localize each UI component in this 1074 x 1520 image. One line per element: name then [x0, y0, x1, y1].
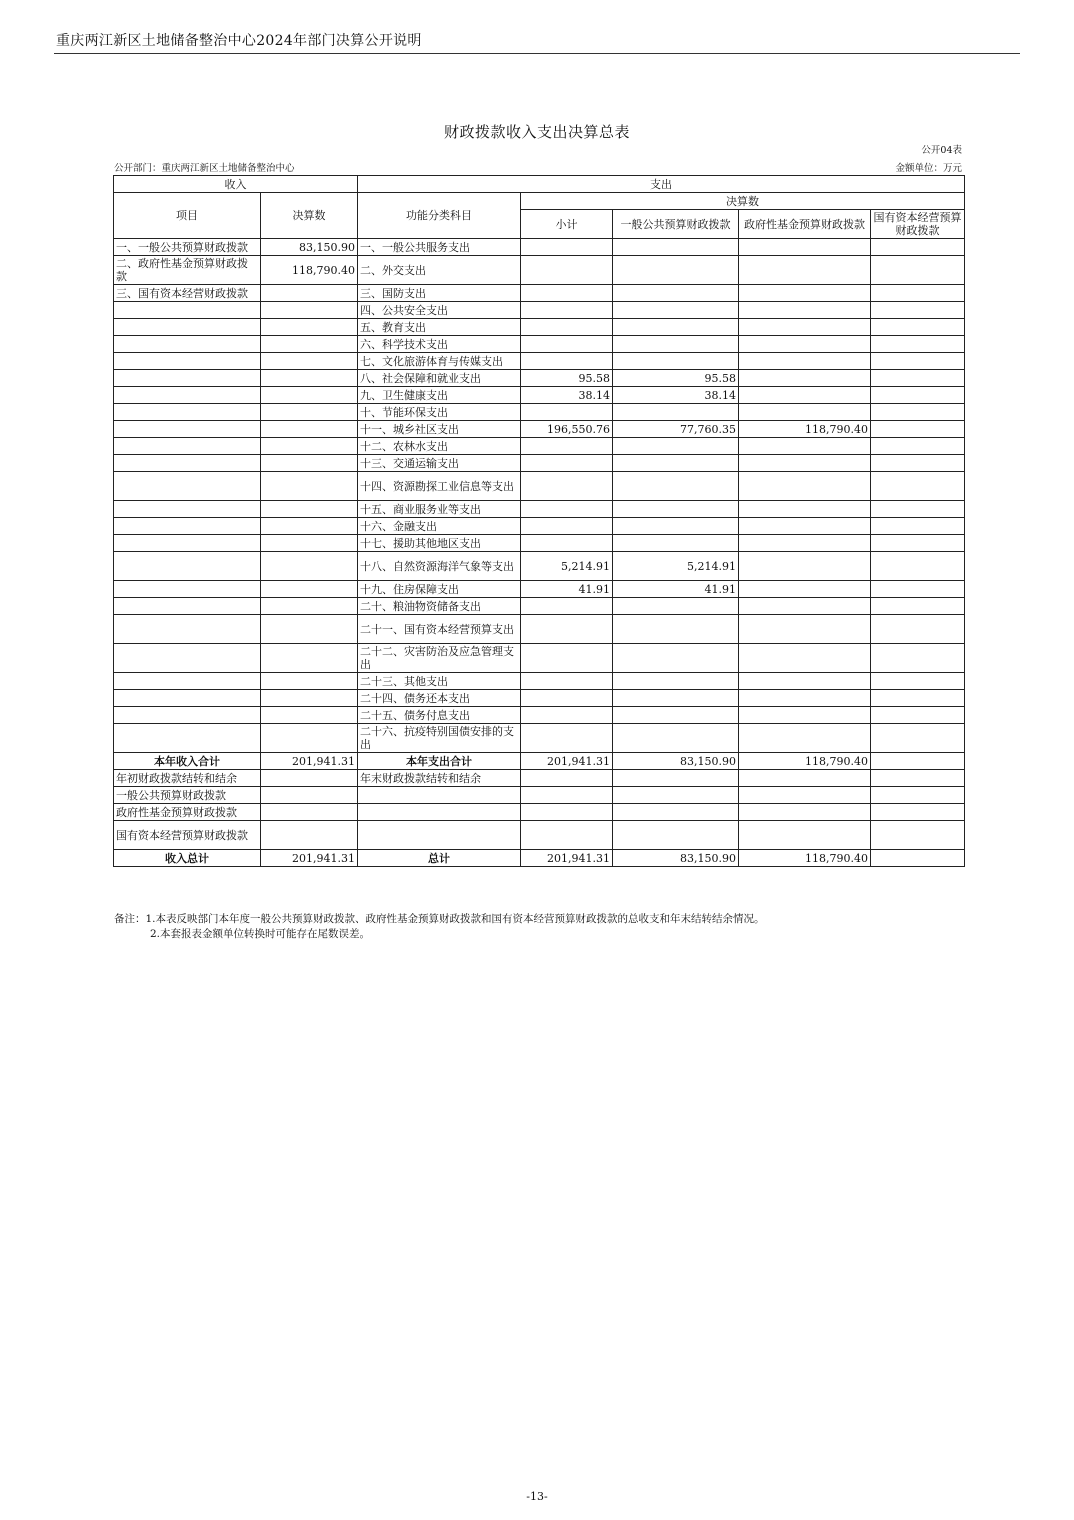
income-item-cell — [114, 336, 261, 353]
fund-budget-cell — [739, 598, 871, 615]
fund-budget-cell — [739, 319, 871, 336]
balance-sub-row — [114, 821, 965, 850]
function-category-cell: 二、外交支出 — [358, 256, 521, 285]
subtotal-cell — [521, 690, 613, 707]
state-capital-cell — [871, 598, 965, 615]
income-item-cell — [114, 353, 261, 370]
blank-cell — [521, 787, 613, 804]
balance-sub-row — [114, 804, 965, 821]
income-amount-cell — [261, 455, 358, 472]
income-amount-cell — [261, 285, 358, 302]
general-budget-cell — [613, 336, 739, 353]
table-row — [114, 644, 965, 673]
state-capital-cell — [871, 455, 965, 472]
table-row — [114, 581, 965, 598]
general-budget-cell — [613, 455, 739, 472]
income-item-cell: 一、一般公共预算财政拨款 — [114, 239, 261, 256]
blank-cell — [613, 821, 739, 850]
document-header: 重庆两江新区土地储备整治中心2024年部门决算公开说明 — [56, 33, 422, 49]
fund-budget-cell — [739, 581, 871, 598]
blank-cell — [871, 821, 965, 850]
income-item-cell — [114, 581, 261, 598]
function-category-cell: 十九、住房保障支出 — [358, 581, 521, 598]
fund-budget-cell — [739, 438, 871, 455]
fund-budget-cell — [739, 615, 871, 644]
general-budget-cell — [613, 535, 739, 552]
year-income-total-value: 201,941.31 — [261, 753, 358, 770]
fund-budget-cell — [739, 353, 871, 370]
income-amount-cell — [261, 336, 358, 353]
state-capital-cell — [871, 707, 965, 724]
table-row — [114, 404, 965, 421]
general-budget-cell — [613, 644, 739, 673]
unit-label: 金额单位：万元 — [895, 163, 962, 174]
table-row — [114, 552, 965, 581]
income-amount-cell — [261, 598, 358, 615]
function-category-cell: 十五、商业服务业等支出 — [358, 501, 521, 518]
state-capital-cell — [871, 552, 965, 581]
subtotal-cell: 5,214.91 — [521, 552, 613, 581]
fund-budget-cell — [739, 285, 871, 302]
grand-income-label: 收入总计 — [114, 850, 261, 867]
subtotal-cell — [521, 239, 613, 256]
balance-sub-row — [114, 787, 965, 804]
blank-cell — [613, 804, 739, 821]
general-budget-cell: 5,214.91 — [613, 552, 739, 581]
income-amount-cell — [261, 724, 358, 753]
subtotal-cell — [521, 336, 613, 353]
balance-sub-value — [261, 804, 358, 821]
year-total-row — [114, 753, 965, 770]
income-item-cell — [114, 707, 261, 724]
subtotal-cell — [521, 472, 613, 501]
function-category-cell: 十七、援助其他地区支出 — [358, 535, 521, 552]
fund-budget-cell — [739, 690, 871, 707]
function-category-cell: 七、文化旅游体育与传媒支出 — [358, 353, 521, 370]
general-budget-header: 一般公共预算财政拨款 — [613, 210, 739, 239]
table-row — [114, 724, 965, 753]
general-budget-cell — [613, 598, 739, 615]
subtotal-cell: 41.91 — [521, 581, 613, 598]
subtotal-cell — [521, 535, 613, 552]
balance-sub-value — [261, 821, 358, 850]
table-row — [114, 285, 965, 302]
fund-budget-cell — [739, 724, 871, 753]
table-title: 财政拨款收入支出决算总表 — [443, 123, 630, 141]
fund-budget-cell — [739, 302, 871, 319]
income-item-cell — [114, 598, 261, 615]
function-category-cell: 六、科学技术支出 — [358, 336, 521, 353]
general-budget-cell — [613, 353, 739, 370]
state-capital-cell — [871, 387, 965, 404]
table-row — [114, 501, 965, 518]
blank-cell — [521, 804, 613, 821]
fund-budget-cell — [739, 535, 871, 552]
function-category-cell: 二十四、债务还本支出 — [358, 690, 521, 707]
fund-budget-header: 政府性基金预算财政拨款 — [739, 210, 871, 239]
blank-cell — [739, 787, 871, 804]
general-budget-cell — [613, 472, 739, 501]
state-capital-cell — [871, 518, 965, 535]
income-amount-cell — [261, 421, 358, 438]
end-balance-fund — [739, 770, 871, 787]
function-category-cell: 十一、城乡社区支出 — [358, 421, 521, 438]
general-budget-cell: 95.58 — [613, 370, 739, 387]
general-budget-cell: 41.91 — [613, 581, 739, 598]
function-category-cell: 二十六、抗疫特别国债安排的支出 — [358, 724, 521, 753]
table-row — [114, 615, 965, 644]
subtotal-cell — [521, 353, 613, 370]
general-budget-cell — [613, 256, 739, 285]
function-category-cell: 九、卫生健康支出 — [358, 387, 521, 404]
fund-budget-cell — [739, 472, 871, 501]
table-row — [114, 353, 965, 370]
subtotal-cell: 95.58 — [521, 370, 613, 387]
income-item-cell — [114, 724, 261, 753]
state-capital-cell — [871, 581, 965, 598]
fund-budget-cell — [739, 387, 871, 404]
balance-sub-label: 一般公共预算财政拨款 — [114, 787, 261, 804]
subtotal-cell — [521, 707, 613, 724]
state-capital-cell — [871, 421, 965, 438]
begin-balance-value — [261, 770, 358, 787]
function-category-cell: 十二、农林水支出 — [358, 438, 521, 455]
blank-cell — [358, 787, 521, 804]
grand-income-value: 201,941.31 — [261, 850, 358, 867]
general-budget-cell: 77,760.35 — [613, 421, 739, 438]
subtotal-cell — [521, 256, 613, 285]
subtotal-cell — [521, 319, 613, 336]
table-row — [114, 387, 965, 404]
income-item-cell — [114, 404, 261, 421]
general-budget-cell — [613, 707, 739, 724]
income-item-cell — [114, 302, 261, 319]
income-amount-cell — [261, 319, 358, 336]
function-category-header: 功能分类科目 — [358, 193, 521, 239]
grand-expense-state — [871, 850, 965, 867]
income-item-cell — [114, 673, 261, 690]
blank-cell — [871, 787, 965, 804]
table-row — [114, 319, 965, 336]
blank-cell — [739, 804, 871, 821]
income-amount-cell — [261, 404, 358, 421]
table-row — [114, 239, 965, 256]
general-budget-cell — [613, 302, 739, 319]
state-capital-cell — [871, 724, 965, 753]
income-amount-cell — [261, 501, 358, 518]
income-amount-cell — [261, 370, 358, 387]
state-capital-cell — [871, 336, 965, 353]
income-amount-cell — [261, 438, 358, 455]
state-capital-cell — [871, 690, 965, 707]
table-row — [114, 421, 965, 438]
general-budget-cell — [613, 404, 739, 421]
income-amount-cell — [261, 644, 358, 673]
end-balance-general — [613, 770, 739, 787]
header-rule — [54, 53, 1020, 54]
balance-row — [114, 770, 965, 787]
fund-budget-cell — [739, 673, 871, 690]
table-row — [114, 336, 965, 353]
state-capital-cell — [871, 501, 965, 518]
fund-budget-cell — [739, 370, 871, 387]
general-budget-cell — [613, 319, 739, 336]
subtotal-cell — [521, 673, 613, 690]
state-capital-cell — [871, 472, 965, 501]
table-row — [114, 707, 965, 724]
subtotal-cell — [521, 615, 613, 644]
function-category-cell: 十三、交通运输支出 — [358, 455, 521, 472]
state-capital-cell — [871, 615, 965, 644]
table-row — [114, 690, 965, 707]
state-capital-cell — [871, 302, 965, 319]
fund-budget-cell — [739, 707, 871, 724]
subtotal-cell — [521, 518, 613, 535]
income-item-cell — [114, 690, 261, 707]
blank-cell — [358, 804, 521, 821]
income-amount-cell — [261, 707, 358, 724]
general-budget-cell: 38.14 — [613, 387, 739, 404]
income-amount-cell: 83,150.90 — [261, 239, 358, 256]
expense-header: 支出 — [358, 176, 965, 193]
fund-budget-cell — [739, 404, 871, 421]
subtotal-header: 小计 — [521, 210, 613, 239]
function-category-cell: 二十、粮油物资储备支出 — [358, 598, 521, 615]
fund-budget-cell — [739, 239, 871, 256]
state-capital-cell — [871, 285, 965, 302]
note-1: 备注：1.本表反映部门本年度一般公共预算财政拨款、政府性基金预算财政拨款和国有资本经营预算财政拨款的总收支和年末结转结余情况。 — [114, 913, 765, 925]
general-budget-cell — [613, 673, 739, 690]
notes — [114, 912, 765, 942]
subtotal-cell — [521, 404, 613, 421]
function-category-cell: 一、一般公共服务支出 — [358, 239, 521, 256]
year-income-total-label: 本年收入合计 — [114, 753, 261, 770]
fund-budget-cell — [739, 455, 871, 472]
general-budget-cell — [613, 615, 739, 644]
grand-expense-subtotal: 201,941.31 — [521, 850, 613, 867]
grand-expense-fund: 118,790.40 — [739, 850, 871, 867]
subtotal-cell: 196,550.76 — [521, 421, 613, 438]
blank-cell — [871, 804, 965, 821]
state-capital-cell — [871, 535, 965, 552]
income-amount-cell — [261, 615, 358, 644]
income-item-cell: 二、政府性基金预算财政拨款 — [114, 256, 261, 285]
balance-sub-label: 国有资本经营预算财政拨款 — [114, 821, 261, 850]
state-capital-cell — [871, 319, 965, 336]
income-amount-cell — [261, 552, 358, 581]
function-category-cell: 十、节能环保支出 — [358, 404, 521, 421]
income-item-cell: 三、国有资本经营财政拨款 — [114, 285, 261, 302]
function-category-cell: 四、公共安全支出 — [358, 302, 521, 319]
income-item-cell — [114, 438, 261, 455]
income-amount-cell — [261, 472, 358, 501]
income-item-cell — [114, 370, 261, 387]
function-category-cell: 三、国防支出 — [358, 285, 521, 302]
subtotal-cell — [521, 302, 613, 319]
income-item-cell — [114, 387, 261, 404]
end-balance-subtotal — [521, 770, 613, 787]
subtotal-cell — [521, 644, 613, 673]
function-category-cell: 十八、自然资源海洋气象等支出 — [358, 552, 521, 581]
fund-budget-cell — [739, 501, 871, 518]
department-label: 公开部门：重庆两江新区土地储备整治中心 — [114, 163, 295, 174]
begin-balance-label: 年初财政拨款结转和结余 — [114, 770, 261, 787]
income-item-cell — [114, 535, 261, 552]
grand-expense-general: 83,150.90 — [613, 850, 739, 867]
general-budget-cell — [613, 518, 739, 535]
table-row — [114, 598, 965, 615]
table-row — [114, 673, 965, 690]
income-item-cell — [114, 455, 261, 472]
income-item-cell — [114, 518, 261, 535]
income-item-cell — [114, 421, 261, 438]
amount-header: 决算数 — [261, 193, 358, 239]
state-capital-cell — [871, 370, 965, 387]
grand-total-row — [114, 850, 965, 867]
blank-cell — [358, 821, 521, 850]
income-amount-cell — [261, 302, 358, 319]
income-item-cell — [114, 644, 261, 673]
year-expense-total-state — [871, 753, 965, 770]
fund-budget-cell: 118,790.40 — [739, 421, 871, 438]
table-row — [114, 370, 965, 387]
income-item-cell — [114, 552, 261, 581]
note-2: 2.本套报表金额单位转换时可能存在尾数误差。 — [150, 928, 371, 940]
table-row — [114, 438, 965, 455]
subtotal-cell — [521, 598, 613, 615]
subtotal-cell — [521, 455, 613, 472]
table-code: 公开04表 — [921, 145, 962, 156]
end-balance-state — [871, 770, 965, 787]
income-item-cell — [114, 501, 261, 518]
income-amount-cell: 118,790.40 — [261, 256, 358, 285]
year-expense-total-label: 本年支出合计 — [358, 753, 521, 770]
fund-budget-cell — [739, 518, 871, 535]
function-category-cell: 二十三、其他支出 — [358, 673, 521, 690]
state-capital-cell — [871, 673, 965, 690]
year-expense-total-general: 83,150.90 — [613, 753, 739, 770]
income-amount-cell — [261, 581, 358, 598]
blank-cell — [521, 821, 613, 850]
table-row — [114, 302, 965, 319]
function-category-cell: 十四、资源勘探工业信息等支出 — [358, 472, 521, 501]
state-capital-cell — [871, 256, 965, 285]
general-budget-cell — [613, 690, 739, 707]
function-category-cell: 二十五、债务付息支出 — [358, 707, 521, 724]
item-header: 项目 — [114, 193, 261, 239]
income-item-cell — [114, 472, 261, 501]
fund-budget-cell — [739, 336, 871, 353]
state-capital-cell — [871, 239, 965, 256]
general-budget-cell — [613, 501, 739, 518]
table-row — [114, 472, 965, 501]
income-amount-cell — [261, 535, 358, 552]
final-amount-header: 决算数 — [521, 193, 965, 210]
function-category-cell: 二十二、灾害防治及应急管理支出 — [358, 644, 521, 673]
fund-budget-cell — [739, 256, 871, 285]
income-header: 收入 — [114, 176, 358, 193]
balance-sub-value — [261, 787, 358, 804]
state-capital-cell — [871, 404, 965, 421]
income-item-cell — [114, 319, 261, 336]
subtotal-cell — [521, 501, 613, 518]
year-expense-total-subtotal: 201,941.31 — [521, 753, 613, 770]
function-category-cell: 二十一、国有资本经营预算支出 — [358, 615, 521, 644]
general-budget-cell — [613, 724, 739, 753]
income-amount-cell — [261, 673, 358, 690]
end-balance-label: 年末财政拨款结转和结余 — [358, 770, 521, 787]
general-budget-cell — [613, 438, 739, 455]
grand-expense-label: 总计 — [358, 850, 521, 867]
balance-sub-label: 政府性基金预算财政拨款 — [114, 804, 261, 821]
function-category-cell: 十六、金融支出 — [358, 518, 521, 535]
state-capital-cell — [871, 353, 965, 370]
subtotal-cell: 38.14 — [521, 387, 613, 404]
fund-budget-cell — [739, 644, 871, 673]
income-amount-cell — [261, 387, 358, 404]
blank-cell — [739, 821, 871, 850]
income-item-cell — [114, 615, 261, 644]
income-amount-cell — [261, 518, 358, 535]
subtotal-cell — [521, 724, 613, 753]
table-row — [114, 256, 965, 285]
general-budget-cell — [613, 239, 739, 256]
state-capital-cell — [871, 644, 965, 673]
table-row — [114, 535, 965, 552]
blank-cell — [613, 787, 739, 804]
page-number: -13- — [526, 1490, 548, 1503]
subtotal-cell — [521, 285, 613, 302]
year-expense-total-fund: 118,790.40 — [739, 753, 871, 770]
income-amount-cell — [261, 353, 358, 370]
table-row — [114, 455, 965, 472]
fund-budget-cell — [739, 552, 871, 581]
state-capital-header: 国有资本经营预算财政拨款 — [871, 210, 965, 239]
state-capital-cell — [871, 438, 965, 455]
table-row — [114, 518, 965, 535]
function-category-cell: 五、教育支出 — [358, 319, 521, 336]
final-accounts-table — [113, 175, 965, 867]
function-category-cell: 八、社会保障和就业支出 — [358, 370, 521, 387]
general-budget-cell — [613, 285, 739, 302]
subtotal-cell — [521, 438, 613, 455]
income-amount-cell — [261, 690, 358, 707]
